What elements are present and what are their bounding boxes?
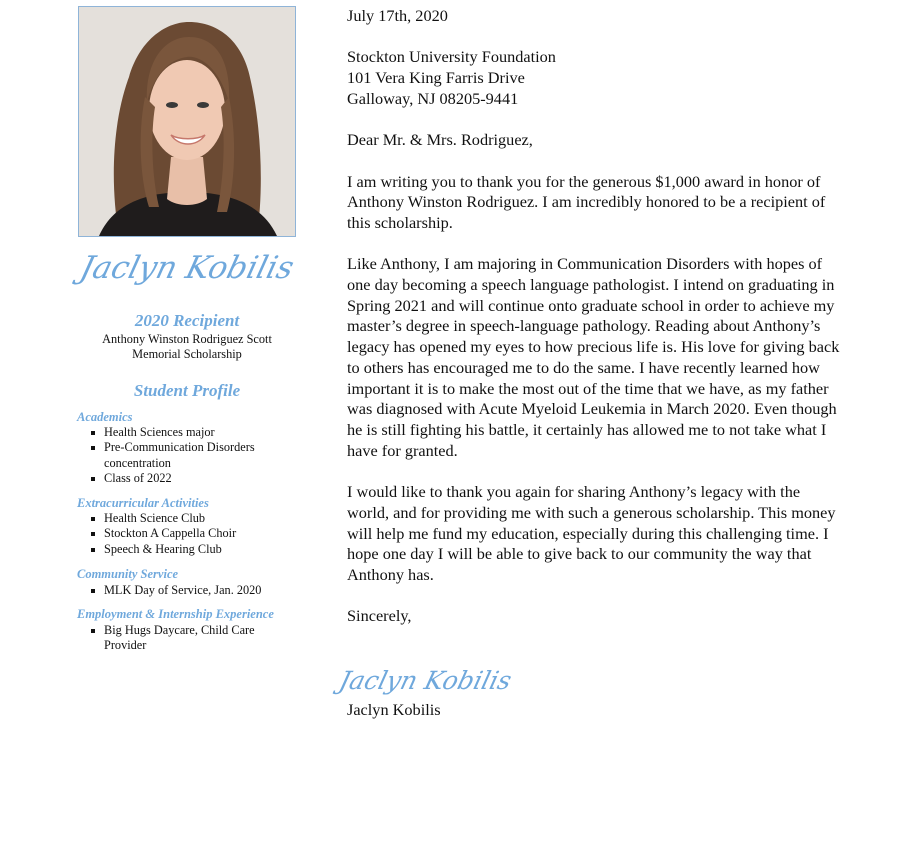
section-title-community-service: Community Service	[77, 567, 179, 581]
signer-name: Jaclyn Kobilis	[347, 700, 441, 719]
letter-date: July 17th, 2020	[347, 6, 448, 25]
list-item: Stockton A Cappella Choir	[78, 526, 293, 541]
list-item: Big Hugs Daycare, Child Care Provider	[78, 623, 278, 654]
paragraph-1: I am writing you to thank you for the generous $1,000 award in honor of Anthony Winston Rodriguez. I am incredibly honored to be a recipient of this scholarship.	[347, 171, 826, 232]
student-profile-heading: Student Profile	[133, 381, 241, 400]
scholarship-line-2: Memorial Scholarship	[132, 347, 242, 361]
salutation: Dear Mr. & Mrs. Rodriguez,	[347, 130, 533, 150]
paragraph-3: I would like to thank you again for sharing Anthony’s legacy with the world, and for providing me with such a generous scholarship. This money will help me fund my education, especially during this challenging time. I hope one day I will be able to give back to our community the way that Anthony has.	[347, 482, 836, 584]
extracurricular-list	[78, 511, 293, 557]
scholarship-line-1: Anthony Winston Rodriguez Scott	[102, 332, 272, 346]
list-item: Speech & Hearing Club	[78, 542, 293, 557]
address-line-3: Galloway, NJ 08205-9441	[347, 88, 519, 108]
list-item: MLK Day of Service, Jan. 2020	[78, 583, 293, 598]
list-item: Health Science Club	[78, 511, 293, 526]
list-item: Health Sciences major	[78, 425, 293, 440]
recipient-photo	[78, 6, 296, 237]
list-item: Class of 2022	[78, 471, 293, 486]
profile-signature: Jaclyn Kobilis	[76, 250, 298, 286]
community-service-list	[78, 583, 293, 598]
paragraph-2: Like Anthony, I am majoring in Communication Disorders with hopes of one day becoming a speech language pathologist. I intend on graduating in Spring 2021 and will continue onto graduate school in order to achieve my master’s degree in speech-language pathology. Reading about Anthony’s legacy has opened my eyes to how precious life is. His love for giving back to others has encouraged me to do the same. I have recently learned how important it is to make the most out of the time that we have, as my father was diagnosed with Acute Myeloid Leukemia in March 2020. Even though he is still fighting his battle, it certainly has allowed me to not take what I have for granted.	[347, 254, 840, 460]
academics-list	[78, 425, 293, 487]
address-line-1: Stockton University Foundation	[347, 47, 556, 67]
section-title-employment: Employment & Internship Experience	[77, 607, 274, 621]
employment-list	[78, 623, 278, 654]
recipient-heading: 2020 Recipient	[134, 311, 240, 330]
letter-signature: Jaclyn Kobilis	[336, 666, 515, 695]
letter-body	[347, 6, 842, 627]
address-line-2: 101 Vera King Farris Drive	[347, 68, 525, 88]
section-title-extracurricular: Extracurricular Activities	[77, 496, 209, 510]
section-title-academics: Academics	[77, 410, 133, 424]
closing: Sincerely,	[347, 606, 412, 626]
list-item: Pre-Communication Disorders concentration	[78, 440, 293, 471]
